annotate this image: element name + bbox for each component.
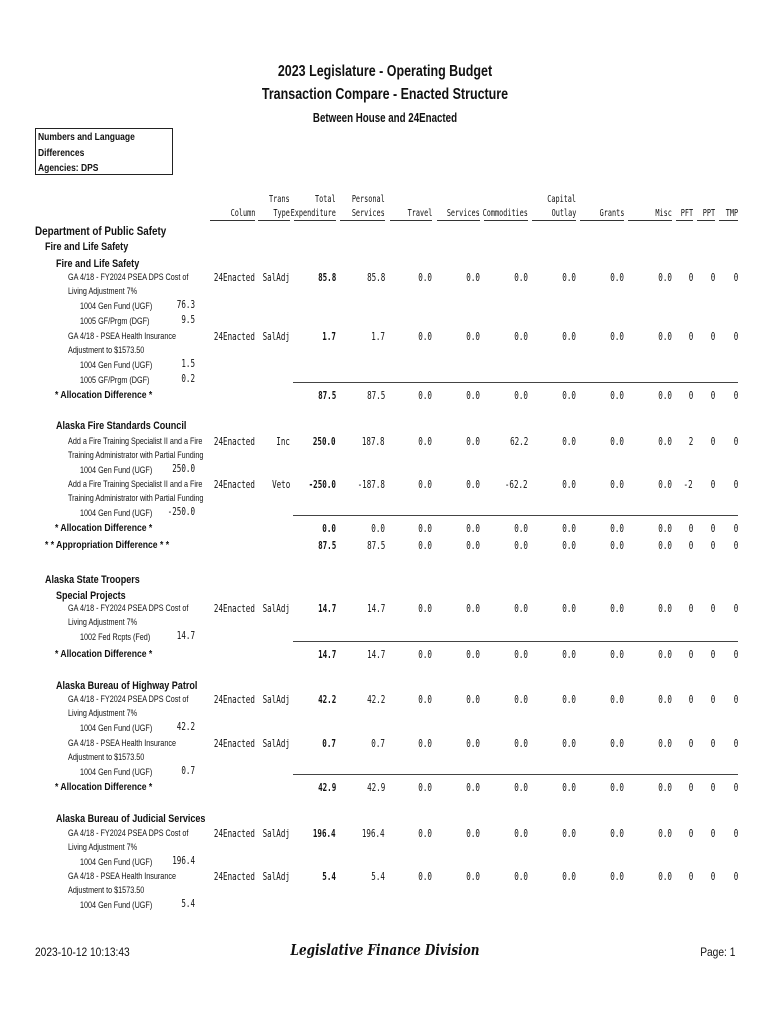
transaction-description: Living Adjustment 7% — [68, 617, 138, 628]
cell-column: 24Enacted — [214, 479, 255, 491]
cell-column: 24Enacted — [214, 603, 255, 615]
cell-commodities: 0.0 — [514, 272, 528, 284]
fund-amount: 14.7 — [176, 630, 195, 642]
cell-misc: 0.0 — [658, 331, 672, 343]
report-timestamp: 2023-10-12 10:13:43 — [35, 945, 130, 959]
header-underline — [294, 220, 336, 221]
cell-capital: 0.0 — [562, 828, 576, 840]
cell-commodities: -62.2 — [505, 479, 528, 491]
cell-capital: 0.0 — [562, 782, 576, 794]
header-underline — [628, 220, 672, 221]
cell-type: SalAdj — [262, 871, 290, 883]
cell-ppt: 0 — [710, 479, 715, 491]
cell-total: -250.0 — [308, 479, 336, 491]
transaction-description: Living Adjustment 7% — [68, 286, 138, 297]
cell-services: 0.0 — [466, 782, 480, 794]
fund-source: 1004 Gen Fund (UGF) — [80, 360, 153, 371]
cell-misc: 0.0 — [658, 390, 672, 402]
cell-type: SalAdj — [262, 331, 290, 343]
cell-capital: 0.0 — [562, 436, 576, 448]
cell-tmp: 0 — [733, 390, 738, 402]
header-underline — [532, 220, 576, 221]
header-underline — [484, 220, 528, 221]
cell-travel: 0.0 — [418, 694, 432, 706]
cell-capital: 0.0 — [562, 479, 576, 491]
column-header: Personal — [352, 194, 385, 205]
cell-total: 250.0 — [313, 436, 336, 448]
cell-total: 87.5 — [317, 540, 336, 552]
cell-commodities: 0.0 — [514, 649, 528, 661]
cell-services: 0.0 — [466, 694, 480, 706]
cell-services: 0.0 — [466, 540, 480, 552]
summary-label: * * Appropriation Difference * * — [45, 539, 170, 551]
cell-tmp: 0 — [733, 436, 738, 448]
cell-capital: 0.0 — [562, 272, 576, 284]
cell-misc: 0.0 — [658, 479, 672, 491]
fund-source: 1004 Gen Fund (UGF) — [80, 465, 153, 476]
cell-column: 24Enacted — [214, 871, 255, 883]
column-header: PFT — [680, 208, 693, 219]
transaction-description: Add a Fire Training Specialist II and a Fire — [68, 436, 203, 447]
cell-column: 24Enacted — [214, 331, 255, 343]
column-header: Services — [447, 208, 480, 219]
fund-amount: 196.4 — [172, 855, 195, 867]
cell-personal: 187.8 — [362, 436, 385, 448]
fund-amount: 9.5 — [181, 313, 195, 326]
transaction-description: GA 4/18 - FY2024 PSEA DPS Cost of — [68, 694, 189, 705]
transaction-description: Training Administrator with Partial Funding — [68, 493, 204, 504]
cell-travel: 0.0 — [418, 523, 432, 535]
fund-amount: 5.4 — [181, 898, 195, 910]
cell-grants: 0.0 — [610, 694, 624, 706]
fund-amount: 42.2 — [176, 721, 195, 733]
cell-tmp: 0 — [733, 603, 738, 615]
cell-ppt: 0 — [710, 523, 715, 535]
cell-total: 0.7 — [322, 738, 336, 750]
header-underline — [210, 220, 255, 221]
cell-column: 24Enacted — [214, 738, 255, 750]
cell-misc: 0.0 — [658, 540, 672, 552]
cell-tmp: 0 — [733, 479, 738, 491]
subtotal-rule — [293, 641, 738, 642]
cell-misc: 0.0 — [658, 272, 672, 284]
header-underline — [697, 220, 715, 221]
transaction-description: Living Adjustment 7% — [68, 842, 138, 853]
cell-commodities: 0.0 — [514, 540, 528, 552]
section-heading: Fire and Life Safety — [45, 241, 129, 253]
column-header: Outlay — [551, 208, 576, 219]
cell-commodities: 0.0 — [514, 738, 528, 750]
cell-travel: 0.0 — [418, 540, 432, 552]
cell-services: 0.0 — [466, 479, 480, 491]
cell-grants: 0.0 — [610, 523, 624, 535]
report-subtitle: Transaction Compare - Enacted Structure — [261, 86, 509, 103]
cell-total: 0.0 — [322, 523, 336, 535]
info-line: Agencies: DPS — [38, 163, 99, 174]
cell-personal: 87.5 — [366, 540, 385, 552]
cell-services: 0.0 — [466, 738, 480, 750]
cell-grants: 0.0 — [610, 782, 624, 794]
cell-total: 14.7 — [317, 649, 336, 661]
column-header: Capital — [547, 194, 576, 205]
cell-personal: 5.4 — [371, 871, 385, 883]
column-header: Misc — [655, 208, 672, 219]
cell-travel: 0.0 — [418, 649, 432, 661]
column-header: Services — [352, 208, 385, 219]
cell-grants: 0.0 — [610, 828, 624, 840]
cell-pft: 0 — [688, 272, 693, 284]
cell-personal: 87.5 — [366, 390, 385, 402]
section-heading: Department of Public Safety — [35, 224, 167, 238]
report-title: 2023 Legislature - Operating Budget — [277, 63, 493, 80]
cell-travel: 0.0 — [418, 738, 432, 750]
transaction-description: Living Adjustment 7% — [68, 708, 138, 719]
column-header: Expenditure — [290, 208, 336, 219]
cell-commodities: 0.0 — [514, 828, 528, 840]
fund-source: 1005 GF/Prgm (DGF) — [80, 374, 150, 386]
info-line: Differences — [38, 147, 85, 159]
cell-ppt: 0 — [710, 390, 715, 402]
cell-total: 42.2 — [317, 694, 336, 706]
fund-amount: 250.0 — [172, 463, 195, 475]
cell-travel: 0.0 — [418, 782, 432, 794]
cell-services: 0.0 — [466, 390, 480, 402]
cell-travel: 0.0 — [418, 272, 432, 284]
cell-personal: 14.7 — [366, 649, 385, 661]
cell-grants: 0.0 — [610, 871, 624, 883]
cell-ppt: 0 — [710, 738, 715, 750]
cell-ppt: 0 — [710, 436, 715, 448]
section-heading: Alaska Bureau of Judicial Services — [56, 813, 206, 825]
cell-capital: 0.0 — [562, 523, 576, 535]
cell-travel: 0.0 — [418, 479, 432, 491]
fund-source: 1005 GF/Prgm (DGF) — [80, 315, 150, 327]
cell-type: SalAdj — [262, 272, 290, 284]
fund-amount: 1.5 — [181, 358, 195, 370]
summary-label: * Allocation Difference * — [55, 389, 153, 401]
fund-source: 1004 Gen Fund (UGF) — [80, 767, 153, 778]
cell-tmp: 0 — [733, 871, 738, 883]
header-underline — [580, 220, 624, 221]
fund-source: 1004 Gen Fund (UGF) — [80, 723, 153, 734]
cell-total: 87.5 — [317, 390, 336, 402]
subtotal-rule — [293, 774, 738, 775]
column-header: Column — [230, 208, 255, 219]
cell-pft: 0 — [688, 603, 693, 615]
header-underline — [437, 220, 480, 221]
cell-pft: 0 — [688, 694, 693, 706]
cell-commodities: 0.0 — [514, 871, 528, 883]
cell-total: 42.9 — [317, 782, 336, 794]
cell-capital: 0.0 — [562, 649, 576, 661]
cell-travel: 0.0 — [418, 331, 432, 343]
report-comparison: Between House and 24Enacted — [312, 111, 458, 125]
section-heading: Alaska Bureau of Highway Patrol — [56, 680, 198, 692]
cell-ppt: 0 — [710, 540, 715, 552]
cell-commodities: 0.0 — [514, 603, 528, 615]
cell-grants: 0.0 — [610, 603, 624, 615]
cell-tmp: 0 — [733, 782, 738, 794]
cell-grants: 0.0 — [610, 436, 624, 448]
cell-ppt: 0 — [710, 272, 715, 284]
summary-label: * Allocation Difference * — [55, 522, 153, 534]
cell-personal: 85.8 — [366, 272, 385, 284]
cell-services: 0.0 — [466, 828, 480, 840]
cell-pft: -2 — [683, 479, 693, 491]
header-underline — [340, 220, 385, 221]
column-header: Grants — [599, 208, 624, 219]
cell-commodities: 0.0 — [514, 694, 528, 706]
cell-tmp: 0 — [733, 828, 738, 840]
summary-label: * Allocation Difference * — [55, 648, 153, 660]
cell-travel: 0.0 — [418, 871, 432, 883]
cell-pft: 0 — [688, 649, 693, 661]
fund-amount: 0.7 — [181, 765, 195, 777]
filter-info-box — [35, 128, 173, 175]
cell-commodities: 0.0 — [514, 523, 528, 535]
cell-misc: 0.0 — [658, 436, 672, 448]
cell-capital: 0.0 — [562, 390, 576, 402]
cell-type: SalAdj — [262, 603, 290, 615]
cell-personal: -187.8 — [357, 479, 385, 491]
fund-amount: -250.0 — [167, 506, 195, 518]
cell-ppt: 0 — [710, 603, 715, 615]
cell-misc: 0.0 — [658, 828, 672, 840]
cell-pft: 0 — [688, 331, 693, 343]
cell-column: 24Enacted — [214, 436, 255, 448]
cell-personal: 0.7 — [371, 738, 385, 750]
cell-grants: 0.0 — [610, 479, 624, 491]
cell-pft: 0 — [688, 390, 693, 402]
column-header: Type — [273, 208, 290, 219]
cell-pft: 2 — [688, 436, 693, 448]
cell-total: 5.4 — [322, 871, 336, 883]
cell-commodities: 62.2 — [509, 436, 528, 448]
cell-commodities: 0.0 — [514, 390, 528, 402]
transaction-description: GA 4/18 - FY2024 PSEA DPS Cost of — [68, 603, 189, 614]
division-signature: Legislative Finance Division — [290, 941, 480, 959]
fund-source: 1002 Fed Rcpts (Fed) — [80, 632, 151, 643]
section-heading: Alaska Fire Standards Council — [56, 420, 187, 432]
cell-column: 24Enacted — [214, 272, 255, 284]
cell-type: Veto — [271, 479, 290, 491]
cell-tmp: 0 — [733, 272, 738, 284]
cell-services: 0.0 — [466, 523, 480, 535]
cell-capital: 0.0 — [562, 603, 576, 615]
transaction-description: Add a Fire Training Specialist II and a Fire — [68, 479, 203, 490]
cell-ppt: 0 — [710, 331, 715, 343]
cell-personal: 196.4 — [362, 828, 385, 840]
transaction-description: Adjustment to $1573.50 — [68, 345, 145, 356]
transaction-description: GA 4/18 - PSEA Health Insurance — [68, 871, 176, 882]
cell-misc: 0.0 — [658, 738, 672, 750]
header-underline — [390, 220, 432, 221]
cell-tmp: 0 — [733, 694, 738, 706]
section-heading: Special Projects — [56, 590, 126, 602]
transaction-description: GA 4/18 - FY2024 PSEA DPS Cost of — [68, 272, 189, 283]
cell-pft: 0 — [688, 871, 693, 883]
transaction-description: GA 4/18 - FY2024 PSEA DPS Cost of — [68, 828, 189, 839]
cell-pft: 0 — [688, 828, 693, 840]
cell-ppt: 0 — [710, 871, 715, 883]
cell-services: 0.0 — [466, 272, 480, 284]
cell-ppt: 0 — [710, 828, 715, 840]
cell-tmp: 0 — [733, 738, 738, 750]
cell-personal: 42.2 — [366, 694, 385, 706]
cell-grants: 0.0 — [610, 272, 624, 284]
cell-ppt: 0 — [710, 649, 715, 661]
header-underline — [676, 220, 693, 221]
summary-label: * Allocation Difference * — [55, 781, 153, 793]
column-header: Commodities — [482, 208, 528, 219]
cell-type: SalAdj — [262, 738, 290, 750]
cell-pft: 0 — [688, 782, 693, 794]
transaction-description: Adjustment to $1573.50 — [68, 752, 145, 763]
transaction-description: GA 4/18 - PSEA Health Insurance — [68, 738, 176, 749]
cell-grants: 0.0 — [610, 540, 624, 552]
cell-tmp: 0 — [733, 649, 738, 661]
cell-type: SalAdj — [262, 828, 290, 840]
cell-grants: 0.0 — [610, 331, 624, 343]
subtotal-rule — [293, 382, 738, 383]
cell-tmp: 0 — [733, 331, 738, 343]
cell-grants: 0.0 — [610, 649, 624, 661]
cell-ppt: 0 — [710, 782, 715, 794]
column-header: TMP — [725, 208, 738, 219]
cell-services: 0.0 — [466, 331, 480, 343]
section-heading: Fire and Life Safety — [56, 258, 140, 270]
cell-travel: 0.0 — [418, 828, 432, 840]
cell-personal: 1.7 — [371, 331, 385, 343]
cell-pft: 0 — [688, 738, 693, 750]
cell-tmp: 0 — [733, 523, 738, 535]
cell-misc: 0.0 — [658, 694, 672, 706]
cell-travel: 0.0 — [418, 603, 432, 615]
page-number: Page: 1 — [699, 945, 735, 959]
cell-column: 24Enacted — [214, 694, 255, 706]
cell-ppt: 0 — [710, 694, 715, 706]
cell-tmp: 0 — [733, 540, 738, 552]
cell-commodities: 0.0 — [514, 331, 528, 343]
cell-capital: 0.0 — [562, 694, 576, 706]
cell-travel: 0.0 — [418, 390, 432, 402]
fund-amount: 76.3 — [176, 299, 195, 311]
fund-source: 1004 Gen Fund (UGF) — [80, 900, 153, 911]
cell-grants: 0.0 — [610, 738, 624, 750]
header-underline — [719, 220, 738, 221]
cell-type: SalAdj — [262, 694, 290, 706]
subtotal-rule — [293, 515, 738, 516]
section-heading: Alaska State Troopers — [45, 574, 140, 586]
cell-type: Inc — [276, 436, 290, 448]
cell-capital: 0.0 — [562, 738, 576, 750]
cell-total: 14.7 — [317, 603, 336, 615]
cell-personal: 42.9 — [366, 782, 385, 794]
header-underline — [258, 220, 290, 221]
column-header: Total — [315, 194, 336, 205]
fund-source: 1004 Gen Fund (UGF) — [80, 508, 153, 519]
cell-column: 24Enacted — [214, 828, 255, 840]
cell-total: 85.8 — [317, 272, 336, 284]
info-line: Numbers and Language — [38, 132, 135, 143]
cell-services: 0.0 — [466, 649, 480, 661]
column-header: PPT — [702, 208, 715, 219]
cell-misc: 0.0 — [658, 782, 672, 794]
cell-services: 0.0 — [466, 871, 480, 883]
cell-misc: 0.0 — [658, 871, 672, 883]
transaction-description: GA 4/18 - PSEA Health Insurance — [68, 331, 176, 342]
cell-commodities: 0.0 — [514, 782, 528, 794]
cell-personal: 0.0 — [371, 523, 385, 535]
cell-grants: 0.0 — [610, 390, 624, 402]
cell-services: 0.0 — [466, 603, 480, 615]
cell-pft: 0 — [688, 523, 693, 535]
cell-travel: 0.0 — [418, 436, 432, 448]
cell-misc: 0.0 — [658, 523, 672, 535]
cell-capital: 0.0 — [562, 331, 576, 343]
column-header: Trans — [269, 194, 290, 205]
fund-amount: 0.2 — [181, 372, 195, 385]
transaction-description: Adjustment to $1573.50 — [68, 885, 145, 896]
cell-pft: 0 — [688, 540, 693, 552]
fund-source: 1004 Gen Fund (UGF) — [80, 301, 153, 312]
cell-misc: 0.0 — [658, 649, 672, 661]
cell-total: 196.4 — [313, 828, 336, 840]
cell-services: 0.0 — [466, 436, 480, 448]
column-header: Travel — [407, 208, 432, 219]
cell-total: 1.7 — [322, 331, 336, 343]
cell-capital: 0.0 — [562, 540, 576, 552]
transaction-description: Training Administrator with Partial Funding — [68, 450, 204, 461]
cell-misc: 0.0 — [658, 603, 672, 615]
cell-capital: 0.0 — [562, 871, 576, 883]
cell-personal: 14.7 — [366, 603, 385, 615]
fund-source: 1004 Gen Fund (UGF) — [80, 857, 153, 868]
